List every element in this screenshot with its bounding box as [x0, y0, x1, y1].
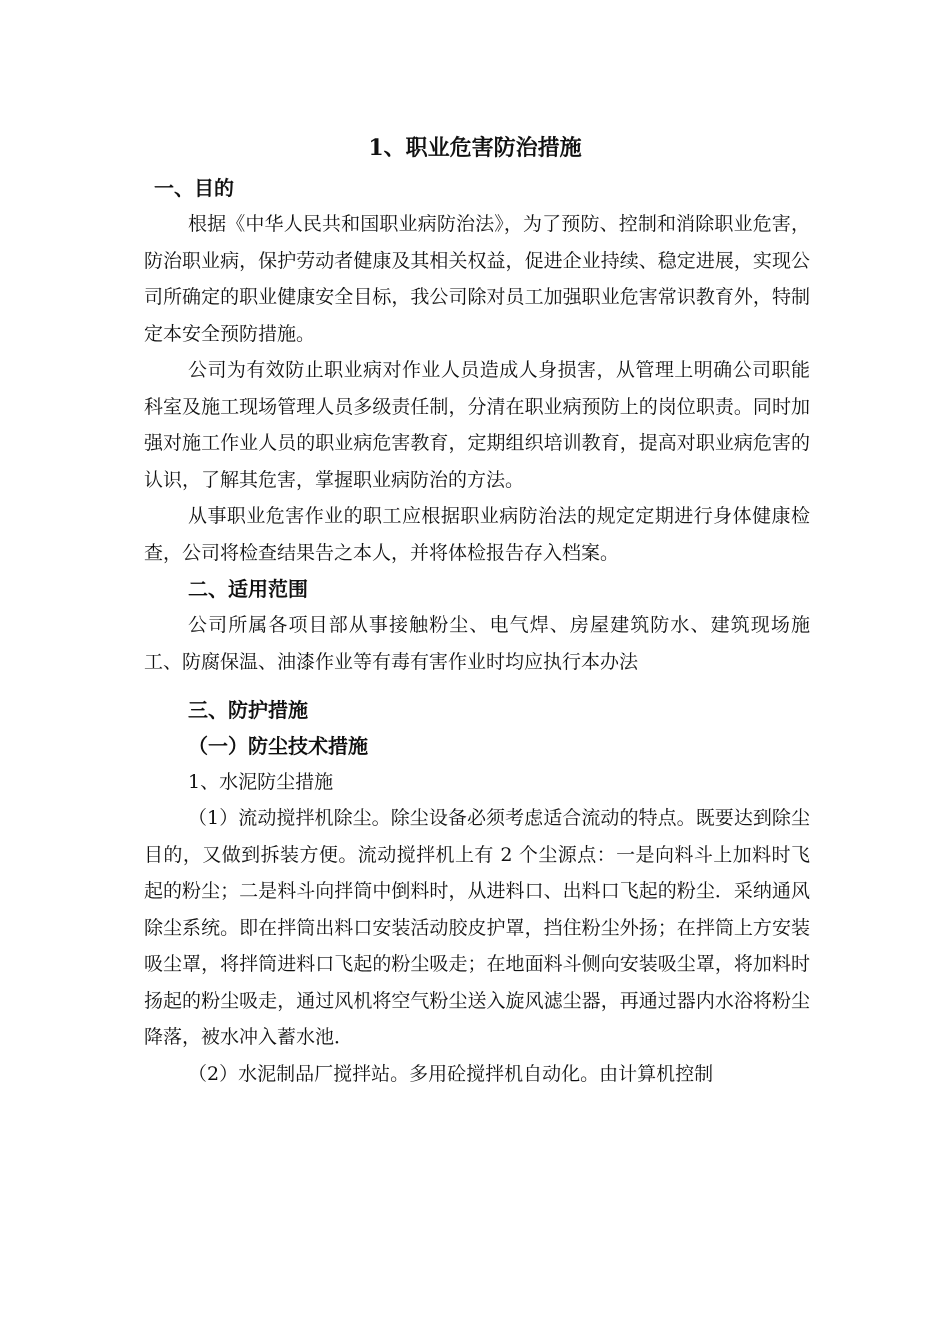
subsection-heading-dust: （一）防尘技术措施 — [188, 734, 368, 758]
section-heading-purpose: 一、目的 — [154, 176, 234, 200]
document-body — [144, 170, 810, 1092]
paragraph: （1）流动搅拌机除尘。除尘设备必须考虑适合流动的特点。既要达到除尘目的，又做到拆装方便。流动搅拌机上有 2 个尘源点：一是向料斗上加料时飞起的粉尘；二是料斗向拌筒中倒料时，从进料口、出料口飞起的粉尘．采纳通风除尘系统。即在拌筒出料口安装活动胶皮护罩，挡住粉尘外扬；在拌筒上方安装吸尘罩，将拌筒进料口飞起的粉尘吸走；在地面料斗侧向安装吸尘罩，将加料时扬起的粉尘吸走，通过风机将空气粉尘送入旋风滤尘器，再通过器内水浴将粉尘降落，被水冲入蓄水池． — [144, 807, 810, 1048]
spacer — [144, 680, 810, 692]
document-title: 1、职业危害防治措施 — [368, 135, 582, 161]
paragraph: 公司为有效防止职业病对作业人员造成人身损害，从管理上明确公司职能科室及施工现场管理人员多级责任制，分清在职业病预防上的岗位职责。同时加强对施工作业人员的职业病危害教育，定期组织培训教育，提高对职业病危害的认识，了解其危害，掌握职业病防治的方法。 — [144, 359, 810, 491]
paragraph: 从事职业危害作业的职工应根据职业病防治法的规定定期进行身体健康检查，公司将检查结果告之本人，并将体检报告存入档案。 — [144, 505, 810, 564]
section-heading-measures: 三、防护措施 — [188, 698, 308, 722]
item-heading-cement: 1、水泥防尘措施 — [188, 771, 334, 793]
section-heading-scope: 二、适用范围 — [188, 577, 308, 601]
paragraph: 公司所属各项目部从事接触粉尘、电气焊、房屋建筑防水、建筑现场施工、防腐保温、油漆作业等有毒有害作业时均应执行本办法 — [144, 614, 810, 673]
paragraph: 根据《中华人民共和国职业病防治法》，为了预防、控制和消除职业危害，防治职业病，保护劳动者健康及其相关权益，促进企业持续、稳定进展，实现公司所确定的职业健康安全目标，我公司除对员工加强职业危害常识教育外，特制定本安全预防措施。 — [144, 213, 810, 345]
paragraph: （2）水泥制品厂搅拌站。多用砼搅拌机自动化。由计算机控制 — [188, 1062, 714, 1085]
